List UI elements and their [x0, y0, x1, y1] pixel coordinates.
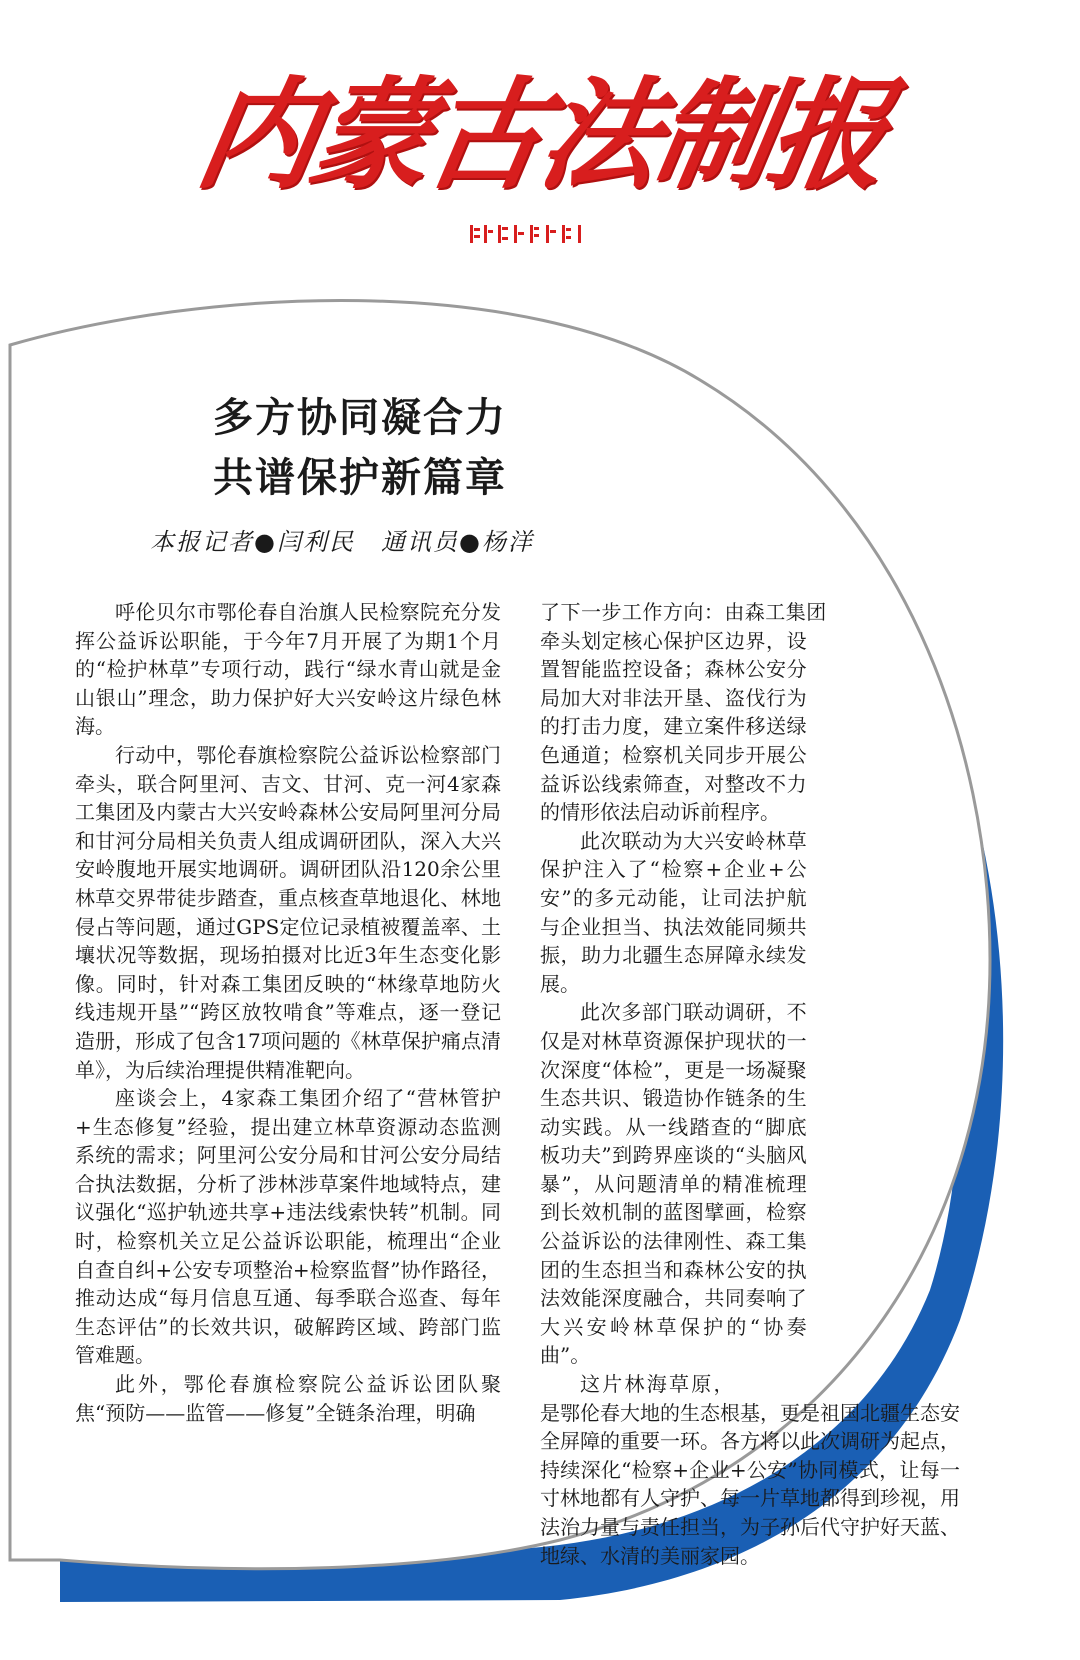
article-column-left: [75, 598, 501, 1427]
paragraph: 呼伦贝尔市鄂伦春自治旗人民检察院充分发挥公益诉讼职能，于今年7月开展了为期1个月的“检护林草”专项行动，践行“绿水青山就是金山银山”理念，助力保护好大兴安岭这片绿色林海。: [75, 600, 501, 739]
article-headline: [150, 388, 570, 508]
paragraph: 行动中，鄂伦春旗检察院公益诉讼检察部门牵头，联合阿里河、吉文、甘河、克一河4家森工集团及内蒙古大兴安岭森林公安局阿里河分局和甘河分局相关负责人组成调研团队，深入大兴安岭腹地开展实地调研。调研团队沿120余公里林草交界带徒步踏查，重点核查草地退化、林地侵占等问题，通过GPS定位记录植被覆盖率、土壤状况等数据，现场拍摄对比近3年生态变化影像。同时，针对森工集团反映的“林缘草地防火线违规开垦”“跨区放牧啃食”等难点，逐一登记造册，形成了包含17项问题的《林草保护痛点清单》，为后续治理提供精准靶向。: [75, 742, 501, 1082]
paragraph: 此外，鄂伦春旗检察院公益诉讼团队聚焦“预防——监管——修复”全链条治理，明确: [75, 1372, 501, 1425]
masthead-title: 内蒙古法制报: [187, 64, 897, 206]
headline-line-1: 多方协同凝合力: [213, 394, 507, 441]
paragraph: 座谈会上，4家森工集团介绍了“营林管护+生态修复”经验，提出建立林草资源动态监测系统的需求；阿里河公安分局和甘河公安分局结合执法数据，分析了涉林涉草案件地域特点，建议强化“巡护轨迹共享+违法线索快转”机制。同时，检察机关立足公益诉讼职能，梳理出“企业自查自纠+公安专项整治+检察监督”协作路径，推动达成“每月信息互通、每季联合巡查、每年生态评估”的长效共识，破解跨区域、跨部门监管难题。: [75, 1086, 501, 1368]
paragraph: 了下一步工作方向：由森工集团牵头划定核心保护区边界，设置智能监控设备；森林公安分局加大对非法开垦、盗伐行为的打击力度，建立案件移送绿色通道；检察机关同步开展公益诉讼线索筛查，对整改不力的情形依法启动诉前程序。: [540, 600, 827, 825]
paragraph: 此次联动为大兴安岭林草保护注入了“检察+企业+公安”的多元动能，让司法护航与企业担当、执法效能同频共振，助力北疆生态屏障永续发展。: [540, 828, 807, 996]
article-byline: 本报记者●闫利民 通讯员●杨洋: [150, 528, 534, 556]
paragraph: 此次多部门联动调研，不仅是对林草资源保护现状的一次深度“体检”，更是一场凝聚生态共识、锻造协作链条的生动实践。从一线踏查的“脚底板功夫”到跨界座谈的“头脑风暴”，从问题清单的精准梳理到长效机制的蓝图擘画，检察公益诉讼的法律刚性、森工集团的生态担当和森林公安的执法效能深度融合，共同奏响了大兴安岭林草保护的“协奏曲”。: [540, 1000, 807, 1368]
article-column-right: [540, 598, 960, 1570]
mongolian-script-title: [468, 222, 588, 246]
paragraph: 这片林海草原，是鄂伦春大地的生态根基，更是祖国北疆生态安全屏障的重要一环。各方将以此次调研为起点，持续深化“检察+企业+公安”协同模式，让每一寸林地都有人守护、每一片草地都得到珍视，用法治力量与责任担当，为子孙后代守护好天蓝、地绿、水清的美丽家园。: [540, 1372, 960, 1568]
newspaper-masthead: [187, 60, 920, 210]
headline-line-2: 共谱保护新篇章: [213, 454, 507, 501]
